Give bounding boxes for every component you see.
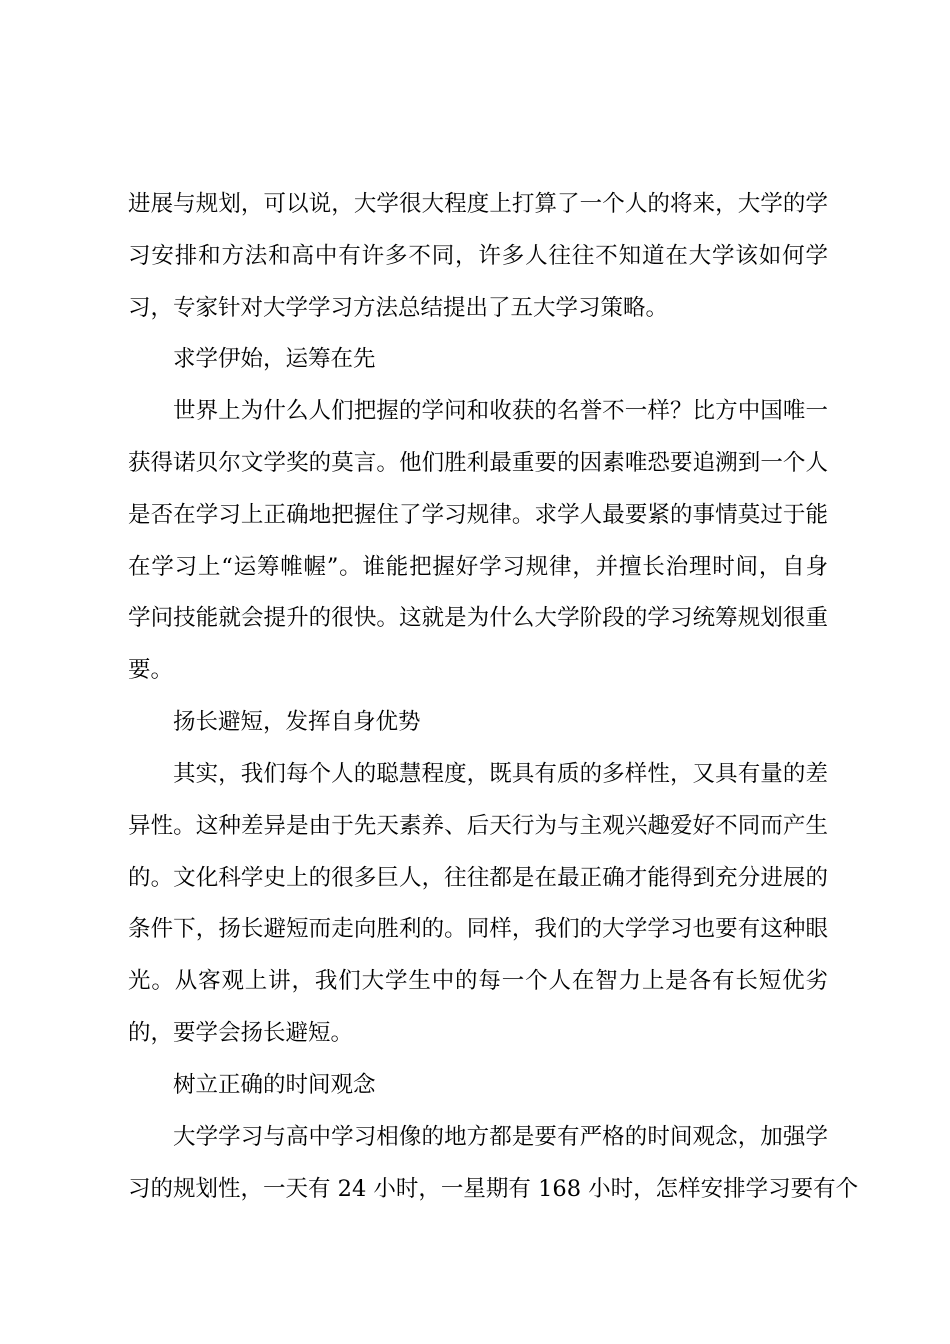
section-heading: 求学伊始，运筹在先 <box>173 346 376 372</box>
paragraph-line: 要。 <box>128 657 174 683</box>
paragraph-line: 进展与规划，可以说，大学很大程度上打算了一个人的将来，大学的学 <box>128 191 828 217</box>
section-heading: 树立正确的时间观念 <box>173 1072 376 1098</box>
paragraph-line: 条件下，扬长避短而走向胜利的。同样，我们的大学学习也要有这种眼 <box>128 916 828 942</box>
paragraph-line: 的，要学会扬长避短。 <box>128 1020 354 1046</box>
paragraph-line: 光。从客观上讲，我们大学生中的每一个人在智力上是各有长短优劣 <box>128 968 828 994</box>
paragraph-line: 获得诺贝尔文学奖的莫言。他们胜利最重要的因素唯恐要追溯到一个人 <box>128 450 828 476</box>
paragraph-line: 异性。这种差异是由于先天素养、后天行为与主观兴趣爱好不同而产生 <box>128 813 828 839</box>
paragraph-line: 习的规划性，一天有 24 小时，一星期有 168 小时，怎样安排学习要有个 <box>128 1176 859 1202</box>
section-heading: 扬长避短，发挥自身优势 <box>173 709 421 735</box>
paragraph-line: 学问技能就会提升的很快。这就是为什么大学阶段的学习统筹规划很重 <box>128 605 828 631</box>
paragraph-line: 习安排和方法和高中有许多不同，许多人往往不知道在大学该如何学 <box>128 243 828 269</box>
paragraph-line: 大学学习与高中学习相像的地方都是要有严格的时间观念，加强学 <box>173 1124 828 1150</box>
paragraph-line: 世界上为什么人们把握的学问和收获的名誉不一样？比方中国唯一 <box>173 398 828 424</box>
paragraph-line: 在学习上“运筹帷幄”。谁能把握好学习规律，并擅长治理时间，自身 <box>128 554 828 580</box>
paragraph-line: 其实，我们每个人的聪慧程度，既具有质的多样性，又具有量的差 <box>173 761 828 787</box>
paragraph-line: 习，专家针对大学学习方法总结提出了五大学习策略。 <box>128 295 669 321</box>
paragraph-line: 的。文化科学史上的很多巨人，往往都是在最正确才能得到充分进展的 <box>128 865 828 891</box>
paragraph-line: 是否在学习上正确地把握住了学习规律。求学人最要紧的事情莫过于能 <box>128 502 828 528</box>
